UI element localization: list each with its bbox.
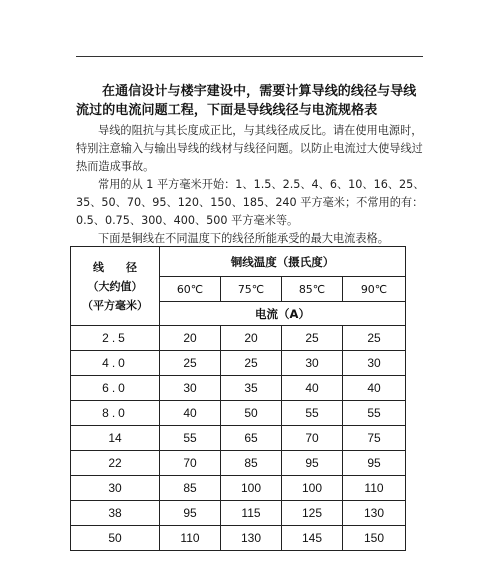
top-divider (76, 56, 423, 57)
spec-cell: 4.0 (71, 351, 160, 376)
current-cell: 70 (282, 426, 343, 451)
current-cell: 85 (160, 476, 221, 501)
current-header: 电流（A） (160, 302, 406, 326)
table-row (71, 326, 406, 351)
spec-cell: 14 (71, 426, 160, 451)
spec-cell: 38 (71, 501, 160, 526)
current-cell: 30 (343, 351, 406, 376)
current-cell: 130 (221, 526, 282, 551)
current-cell: 25 (282, 326, 343, 351)
paragraph-common-sizes: 常用的从 1 平方毫米开始：1、1.5、2.5、4、6、10、16、25、35、50、70、95、120、150、185、240 平方毫米；不常用的有：0.5、0.75、300、400、500 平方毫米等。 (76, 178, 425, 227)
table-row (71, 526, 406, 551)
current-cell: 55 (160, 426, 221, 451)
current-cell: 115 (221, 501, 282, 526)
table-row (71, 476, 406, 501)
current-cell: 25 (160, 351, 221, 376)
current-cell: 110 (343, 476, 406, 501)
temp-header-90: 90℃ (343, 277, 406, 302)
current-cell: 100 (221, 476, 282, 501)
spec-cell: 30 (71, 476, 160, 501)
table-row (71, 426, 406, 451)
current-cell: 20 (221, 326, 282, 351)
current-cell: 40 (343, 376, 406, 401)
current-cell: 85 (221, 451, 282, 476)
current-cell: 35 (221, 376, 282, 401)
current-cell: 25 (343, 326, 406, 351)
paragraph-impedance: 导线的阻抗与其长度成正比，与其线径成反比。请在使用电源时，特别注意输入与输出导线的线材与线径问题。以防止电流过大使导线过热而造成事故。 (76, 124, 423, 173)
current-cell: 110 (160, 526, 221, 551)
spec-cell: 8.0 (71, 401, 160, 426)
current-cell: 40 (282, 376, 343, 401)
document-title: 在通信设计与楼宇建设中，需要计算导线的线径与导线流过的电流问题工程，下面是导线线径与电流规格表 (76, 84, 417, 118)
current-cell: 75 (343, 426, 406, 451)
spec-cell: 50 (71, 526, 160, 551)
current-cell: 100 (282, 476, 343, 501)
spec-cell: 6.0 (71, 376, 160, 401)
spec-header-line: 线 径 (93, 260, 137, 274)
current-cell: 95 (282, 451, 343, 476)
paragraph-table-intro: 下面是铜线在不同温度下的线径所能承受的最大电流表格。 (98, 232, 389, 245)
temp-header-85: 85℃ (282, 277, 343, 302)
spec-cell: 22 (71, 451, 160, 476)
table-row (71, 376, 406, 401)
spec-cell: 2.5 (71, 326, 160, 351)
temp-header-60: 60℃ (160, 277, 221, 302)
spec-header-line: （平方毫米） (82, 298, 148, 312)
current-cell: 55 (343, 401, 406, 426)
temp-header-75: 75℃ (221, 277, 282, 302)
wire-current-table (70, 246, 406, 551)
current-cell: 95 (343, 451, 406, 476)
temperature-group-header: 铜线温度（摄氏度） (160, 247, 406, 277)
current-cell: 30 (160, 376, 221, 401)
table-row (71, 451, 406, 476)
wire-current-table-container (70, 246, 406, 551)
document-body (76, 82, 426, 247)
current-cell: 25 (221, 351, 282, 376)
current-cell: 70 (160, 451, 221, 476)
current-cell: 145 (282, 526, 343, 551)
current-cell: 150 (343, 526, 406, 551)
table-row (71, 351, 406, 376)
current-cell: 30 (282, 351, 343, 376)
table-row (71, 401, 406, 426)
table-header-row-group (71, 247, 406, 277)
spec-header-cell (71, 247, 160, 326)
current-cell: 20 (160, 326, 221, 351)
current-cell: 125 (282, 501, 343, 526)
current-cell: 40 (160, 401, 221, 426)
current-cell: 55 (282, 401, 343, 426)
table-row (71, 501, 406, 526)
spec-header-line: （大约值） (87, 279, 143, 293)
current-cell: 50 (221, 401, 282, 426)
current-cell: 95 (160, 501, 221, 526)
current-cell: 130 (343, 501, 406, 526)
current-cell: 65 (221, 426, 282, 451)
